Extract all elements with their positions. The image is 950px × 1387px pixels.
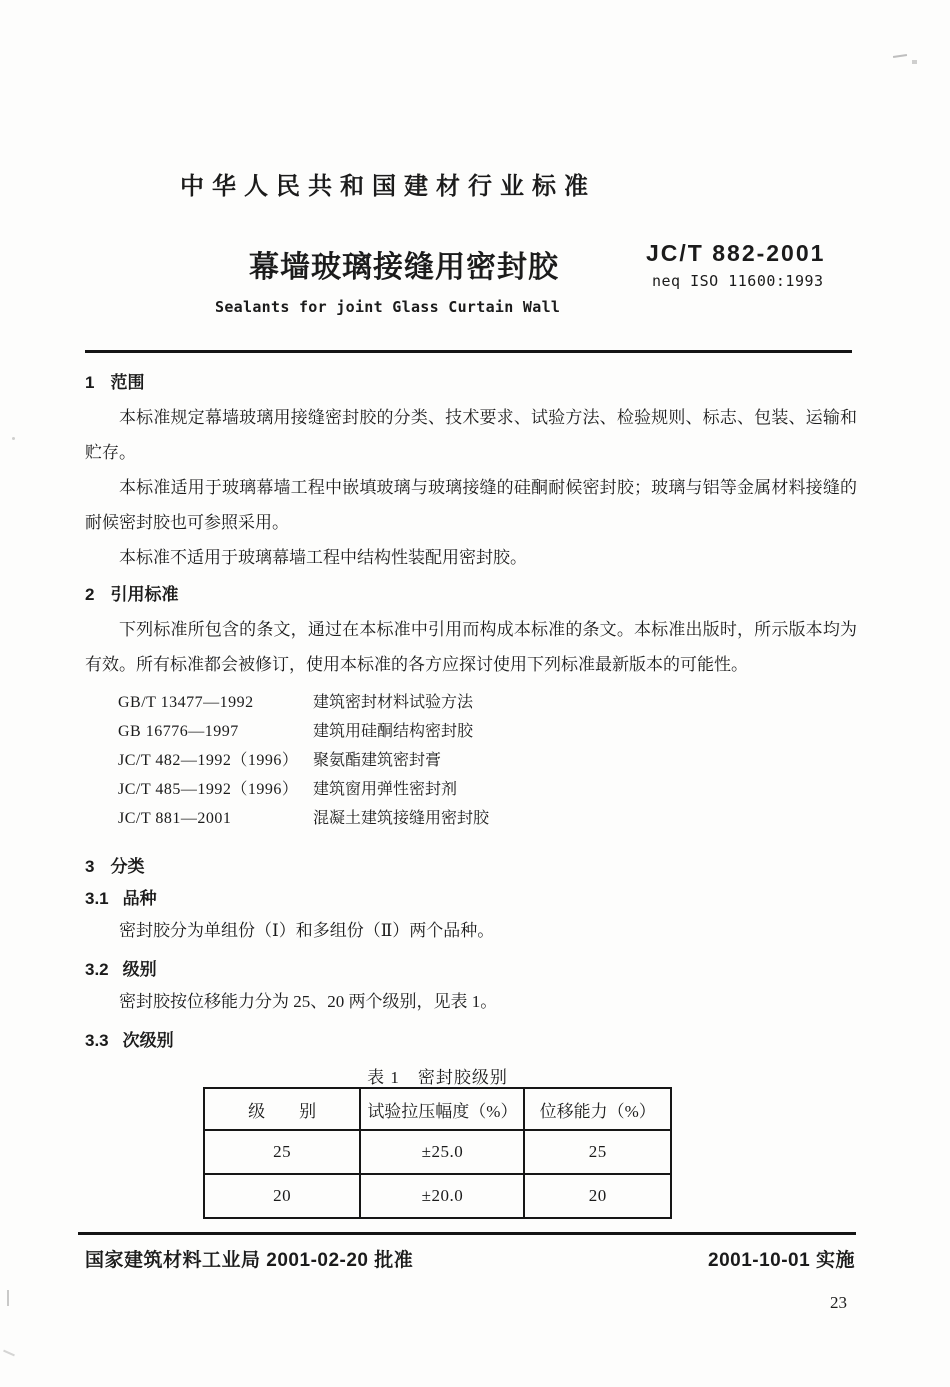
- implementation-label: 实施: [815, 1250, 855, 1271]
- section-1-heading: [85, 368, 857, 393]
- reference-title: 建筑窗用弹性密封剂: [313, 781, 458, 798]
- reference-code: GB 16776—1997: [118, 723, 239, 740]
- subsection-3-3-heading: [85, 1029, 857, 1053]
- iso-equivalence: neq ISO 11600:1993: [652, 272, 824, 290]
- standard-number: JC/T 882-2001: [646, 240, 826, 266]
- section-classification: [85, 852, 857, 1053]
- reference-item: [85, 746, 857, 775]
- scope-paragraph: 本标准适用于玻璃幕墙工程中嵌填玻璃与玻璃接缝的硅酮耐候密封胶；玻璃与铝等金属材料接缝的耐候密封胶也可参照采用。: [85, 478, 857, 532]
- reference-code: JC/T 482—1992（1996）: [118, 752, 299, 769]
- reference-title: 聚氨酯建筑密封膏: [313, 752, 442, 769]
- scope-paragraph: 本标准规定幕墙玻璃用接缝密封胶的分类、技术要求、试验方法、检验规则、标志、包装、运输和贮存。: [85, 408, 857, 462]
- table-header-grade: 级 别: [204, 1088, 360, 1130]
- scan-artifact: [912, 60, 917, 64]
- approval-statement: [85, 1245, 413, 1272]
- header-divider-rule: [85, 350, 852, 353]
- page-number: 23: [830, 1293, 847, 1312]
- scan-artifact: [7, 1290, 9, 1306]
- subsection-3-2-body: 密封胶按位移能力分为 25、20 两个级别，见表 1。: [119, 992, 498, 1011]
- table-row: [204, 1130, 671, 1174]
- subsection-3-1-heading: [85, 887, 857, 911]
- standard-class-title: 中华人民共和国建材行业标准: [180, 173, 596, 200]
- subsection-title: 级别: [122, 960, 157, 979]
- subsection-3-2-heading: [85, 958, 857, 982]
- subsection-title: 品种: [122, 889, 157, 908]
- reference-item: [85, 688, 857, 717]
- document-title-cn: 幕墙玻璃接缝用密封胶: [249, 251, 559, 284]
- section-2-heading: [85, 580, 857, 605]
- reference-title: 建筑密封材料试验方法: [313, 694, 474, 711]
- reference-code: GB/T 13477—1992: [118, 694, 254, 711]
- reference-item: [85, 804, 857, 833]
- table-cell: 20: [524, 1174, 671, 1218]
- section-2-number: 2: [85, 585, 95, 604]
- table-cell: ±25.0: [360, 1130, 524, 1174]
- footer-divider-rule: [78, 1232, 856, 1235]
- section-2-title: 引用标准: [110, 585, 179, 604]
- table-header-row: [204, 1088, 671, 1130]
- reference-title: 混凝土建筑接缝用密封胶: [313, 810, 490, 827]
- approval-date: 2001-02-20: [266, 1250, 369, 1271]
- table-cell: 20: [204, 1174, 360, 1218]
- table-cell: 25: [524, 1130, 671, 1174]
- sealant-grade-table: [203, 1087, 672, 1219]
- subsection-number: 3.2: [85, 960, 109, 979]
- subsection-number: 3.3: [85, 1031, 109, 1050]
- section-1-title: 范围: [110, 373, 145, 392]
- section-1-number: 1: [85, 373, 95, 392]
- table-header-test-amplitude: 试验拉压幅度（%）: [360, 1088, 524, 1130]
- scan-artifact: [12, 437, 15, 440]
- approval-label: 批准: [374, 1250, 414, 1271]
- subsection-3-1-body: 密封胶分为单组份（Ⅰ）和多组份（Ⅱ）两个品种。: [119, 921, 495, 940]
- subsection-title: 次级别: [122, 1031, 174, 1050]
- section-normative-references: [85, 580, 857, 833]
- references-intro: 下列标准所包含的条文，通过在本标准中引用而构成本标准的条文。本标准出版时，所示版本均为有效。所有标准都会被修订，使用本标准的各方应探讨使用下列标准最新版本的可能性。: [85, 620, 857, 674]
- document-title-en: Sealants for joint Glass Curtain Wall: [215, 298, 561, 316]
- approval-agency: 国家建筑材料工业局: [85, 1250, 261, 1271]
- table-cell: 25: [204, 1130, 360, 1174]
- section-3-heading: [85, 852, 857, 877]
- implementation-statement: [708, 1245, 855, 1272]
- scope-paragraph: 本标准不适用于玻璃幕墙工程中结构性装配用密封胶。: [119, 548, 527, 567]
- reference-list: [85, 688, 857, 833]
- scan-artifact: [893, 54, 907, 58]
- scan-artifact: [3, 1350, 15, 1357]
- section-scope: [85, 368, 857, 575]
- table-row: [204, 1174, 671, 1218]
- reference-code: JC/T 485—1992（1996）: [118, 781, 299, 798]
- section-3-number: 3: [85, 857, 95, 876]
- table-1-caption: 表 1 密封胶级别: [367, 1068, 508, 1087]
- table-header-movement-capability: 位移能力（%）: [524, 1088, 671, 1130]
- table-cell: ±20.0: [360, 1174, 524, 1218]
- reference-item: [85, 717, 857, 746]
- implementation-date: 2001-10-01: [708, 1250, 811, 1271]
- reference-item: [85, 775, 857, 804]
- subsection-number: 3.1: [85, 889, 109, 908]
- section-3-title: 分类: [110, 857, 145, 876]
- reference-code: JC/T 881—2001: [118, 810, 232, 827]
- reference-title: 建筑用硅酮结构密封胶: [313, 723, 474, 740]
